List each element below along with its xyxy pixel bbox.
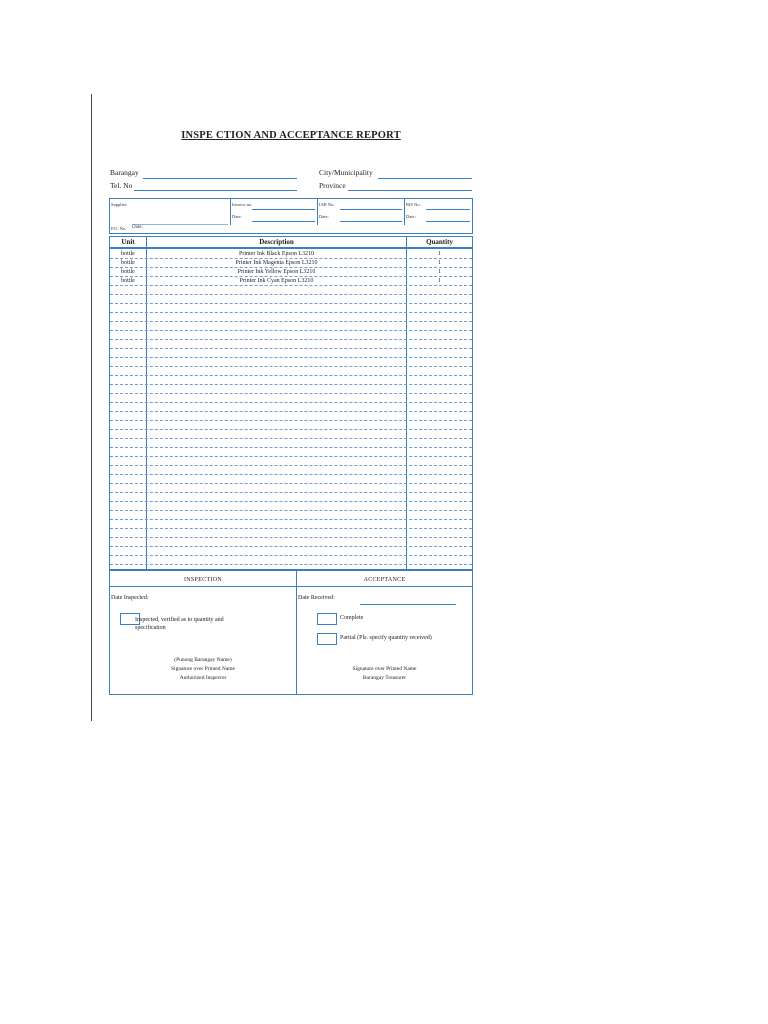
authorized-inspector-label: Authorized Inspector — [179, 675, 227, 681]
row-unit: bottle — [121, 251, 135, 257]
invoice-date-label: Date: — [232, 214, 242, 219]
table-row-rule — [110, 321, 472, 322]
table-row-rule — [110, 447, 472, 448]
table-row-rule — [110, 510, 472, 511]
table-row-rule — [110, 555, 472, 556]
col-quantity-header: Quantity — [426, 238, 453, 246]
table-row-rule — [110, 420, 472, 421]
info-divider-1 — [230, 198, 231, 225]
inspector-signature-line: Signature over Printed Name — [171, 666, 235, 672]
table-row-rule — [110, 429, 472, 430]
col-description-header: Description — [259, 238, 294, 246]
row-unit: bottle — [121, 269, 135, 275]
row-unit: bottle — [121, 260, 135, 266]
tel-field-line[interactable] — [134, 190, 297, 191]
table-row[interactable] — [110, 268, 472, 276]
row-description: Printer Ink Black Epson L3210 — [239, 251, 314, 257]
table-row-rule — [110, 546, 472, 547]
table-row-rule — [110, 537, 472, 538]
invoice-field-line[interactable] — [252, 209, 315, 210]
province-field-line[interactable] — [348, 190, 472, 191]
invoice-date-field-line[interactable] — [252, 221, 315, 222]
table-row-rule — [110, 528, 472, 529]
treasurer-signature-line: Signature over Printed Name — [352, 666, 417, 672]
report-title: INSPE CTION AND ACCEPTANCE REPORT — [181, 130, 401, 141]
table-row-rule — [110, 474, 472, 475]
ris-label: RIS No. — [406, 202, 421, 207]
table-row-rule — [110, 402, 472, 403]
city-label: City/Municipality — [319, 168, 373, 177]
table-row[interactable] — [110, 250, 472, 258]
barangay-treasurer-label: Barangay Treasurer — [362, 675, 407, 681]
section-header-rule — [109, 586, 473, 587]
table-row-rule — [110, 465, 472, 466]
date-received-label: Date Received: — [298, 595, 335, 601]
row-description: Printer Ink Yellow Epson L3210 — [237, 269, 316, 275]
row-description: Printer Ink Cyan Epson L3210 — [239, 278, 314, 284]
row-description: Printer Ink Magenta Epson L3210 — [235, 260, 318, 266]
province-label: Province — [319, 181, 346, 190]
table-row-rule — [110, 501, 472, 502]
iar-date-label: Date: — [319, 214, 329, 219]
barangay-field-line[interactable] — [143, 178, 297, 179]
row-unit: bottle — [121, 278, 135, 284]
table-row-rule — [110, 375, 472, 376]
table-row-rule — [110, 393, 472, 394]
po-label: P.O. No. — [111, 226, 127, 231]
row-quantity: 1 — [438, 278, 441, 284]
table-row-rule — [110, 483, 472, 484]
table-row-rule — [110, 564, 472, 565]
date-received-field-line[interactable] — [360, 604, 456, 605]
table-row[interactable] — [110, 277, 472, 285]
page-edge-line — [91, 94, 92, 721]
invoice-label: Invoice no. — [232, 202, 253, 207]
ris-date-field-line[interactable] — [426, 221, 470, 222]
inspection-heading: INSPECTION — [183, 577, 222, 583]
table-row-rule — [110, 492, 472, 493]
info-divider-3 — [404, 198, 405, 225]
complete-checkbox[interactable] — [317, 613, 337, 625]
city-field-line[interactable] — [378, 178, 472, 179]
ris-field-line[interactable] — [426, 209, 470, 210]
barangay-label: Barangay — [110, 168, 139, 177]
info-divider-2 — [317, 198, 318, 225]
table-row[interactable] — [110, 259, 472, 267]
complete-label: Complete — [340, 615, 364, 621]
iar-date-field-line[interactable] — [340, 221, 402, 222]
date-inspected-label: Date Inspected: — [111, 595, 149, 601]
tel-label: Tel. No — [110, 181, 133, 190]
table-row-rule — [110, 519, 472, 520]
partial-checkbox[interactable] — [317, 633, 337, 645]
supplier-field-line[interactable] — [133, 224, 228, 225]
row-quantity: 1 — [438, 260, 441, 266]
table-row-rule — [110, 411, 472, 412]
iar-label: IAR No. — [319, 202, 335, 207]
col-unit-header: Unit — [121, 238, 135, 246]
table-row-rule — [110, 357, 472, 358]
table-row-rule — [110, 456, 472, 457]
table-header-rule — [109, 247, 473, 249]
table-row-rule — [110, 384, 472, 385]
inspected-check-text: Inspected, verified as to quantity and specification — [135, 617, 224, 631]
punong-barangay-name-hint: (Punong Barangay Name) — [174, 657, 232, 663]
table-row-rule — [110, 438, 472, 439]
table-row-rule — [110, 312, 472, 313]
table-row-rule — [110, 366, 472, 367]
partial-label: Partial (Pls. specify quantity received) — [340, 635, 432, 641]
po-date-label: Date: — [132, 225, 143, 230]
table-row-rule — [110, 339, 472, 340]
table-row-rule — [110, 294, 472, 295]
table-row-rule — [110, 285, 472, 286]
row-quantity: 1 — [438, 251, 441, 257]
table-row-rule — [110, 330, 472, 331]
acceptance-heading: ACCEPTANCE — [363, 577, 406, 583]
table-row-rule — [110, 348, 472, 349]
row-quantity: 1 — [438, 269, 441, 275]
table-row-rule — [110, 303, 472, 304]
ris-date-label: Date: — [406, 214, 416, 219]
iar-field-line[interactable] — [340, 209, 402, 210]
supplier-label: Supplier: — [111, 202, 128, 207]
